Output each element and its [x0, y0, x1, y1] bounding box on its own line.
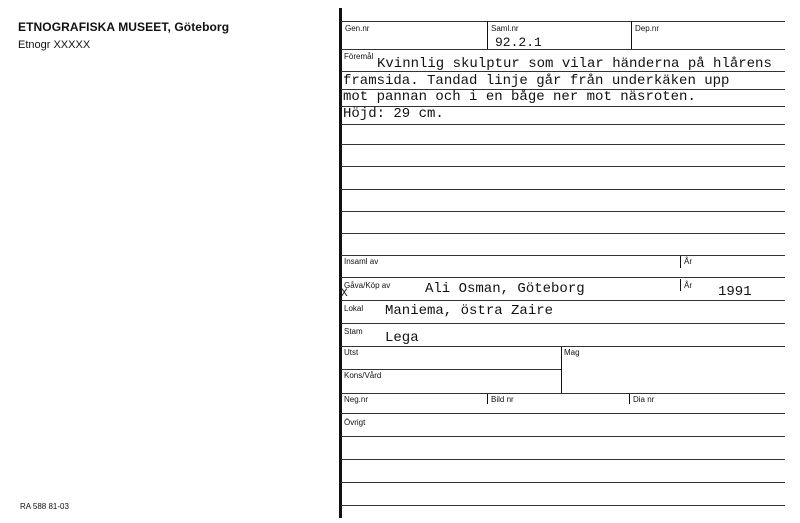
saml-nr-label: Saml.nr	[491, 24, 519, 33]
neg-nr-label: Neg.nr	[344, 395, 369, 404]
saml-nr-value: 92.2.1	[495, 35, 542, 50]
ar-label-1: År	[684, 257, 692, 266]
rule-ovrigt-2	[341, 459, 785, 460]
foremal-line-1: Kvinnlig skulptur som vilar händerna på hlårens	[377, 56, 772, 72]
rule-stam	[341, 346, 785, 347]
gen-nr-label: Gen.nr	[345, 24, 370, 33]
museum-title: ETNOGRAFISKA MUSEET, Göteborg	[18, 20, 230, 34]
insaml-av-label: Insaml av	[344, 257, 379, 266]
lokal-label: Lokal	[344, 304, 364, 313]
rule-gava	[341, 300, 785, 301]
dep-nr-label: Dep.nr	[635, 24, 660, 33]
rule-insaml	[341, 277, 785, 278]
ar-value-2: 1991	[718, 284, 752, 300]
divider-neg-bild	[487, 394, 488, 404]
ar-label-2: År	[684, 281, 692, 290]
foremal-line-2: framsida. Tandad linje går från underkäken upp	[343, 72, 730, 89]
rule-neg	[341, 413, 785, 414]
rule-line-4	[341, 124, 785, 125]
rule-number-row	[341, 49, 785, 50]
rule-line-10	[341, 255, 785, 256]
rule-line-6	[341, 166, 785, 167]
divider-utst-mag	[561, 347, 562, 393]
ovrigt-label: Övrigt	[344, 418, 366, 427]
stam-value: Lega	[385, 330, 419, 346]
department-label: Etnogr XXXXX	[18, 39, 91, 51]
divider-saml-dep	[631, 21, 632, 49]
foremal-line-3: mot pannan och i en båge ner mot näsroten.	[343, 89, 696, 105]
rule-lokal	[341, 323, 785, 324]
rule-kons	[341, 393, 785, 394]
divider-gen-saml	[487, 21, 488, 49]
foremal-description	[343, 56, 772, 122]
rule-line-8	[341, 211, 785, 212]
mag-label: Mag	[564, 348, 580, 357]
dia-nr-label: Dia nr	[633, 395, 655, 404]
lokal-value: Maniema, östra Zaire	[385, 303, 554, 319]
divider-bild-dia	[629, 394, 630, 404]
kons-vard-label: Kons/Vård	[344, 371, 382, 380]
form-code: RA 588 81-03	[20, 502, 69, 511]
stam-label: Stam	[344, 327, 363, 336]
rule-top	[341, 21, 785, 22]
card-left-border	[339, 8, 342, 518]
divider-ar-2	[680, 279, 681, 291]
gava-mark: X	[341, 288, 348, 300]
gava-kop-label: Gåva/Köp av	[344, 281, 391, 290]
foremal-label: Föremål	[344, 52, 374, 61]
rule-ovrigt-1	[341, 436, 785, 437]
rule-ovrigt-4	[341, 505, 785, 506]
rule-line-7	[341, 189, 785, 190]
rule-utst	[341, 369, 561, 370]
utst-label: Utst	[344, 348, 359, 357]
gava-kop-value: Ali Osman, Göteborg	[425, 281, 585, 297]
bild-nr-label: Bild nr	[491, 395, 514, 404]
rule-line-9	[341, 233, 785, 234]
rule-line-5	[341, 144, 785, 145]
foremal-line-4: Höjd: 29 cm.	[343, 105, 444, 122]
divider-ar-1	[680, 256, 681, 268]
rule-ovrigt-3	[341, 482, 785, 483]
